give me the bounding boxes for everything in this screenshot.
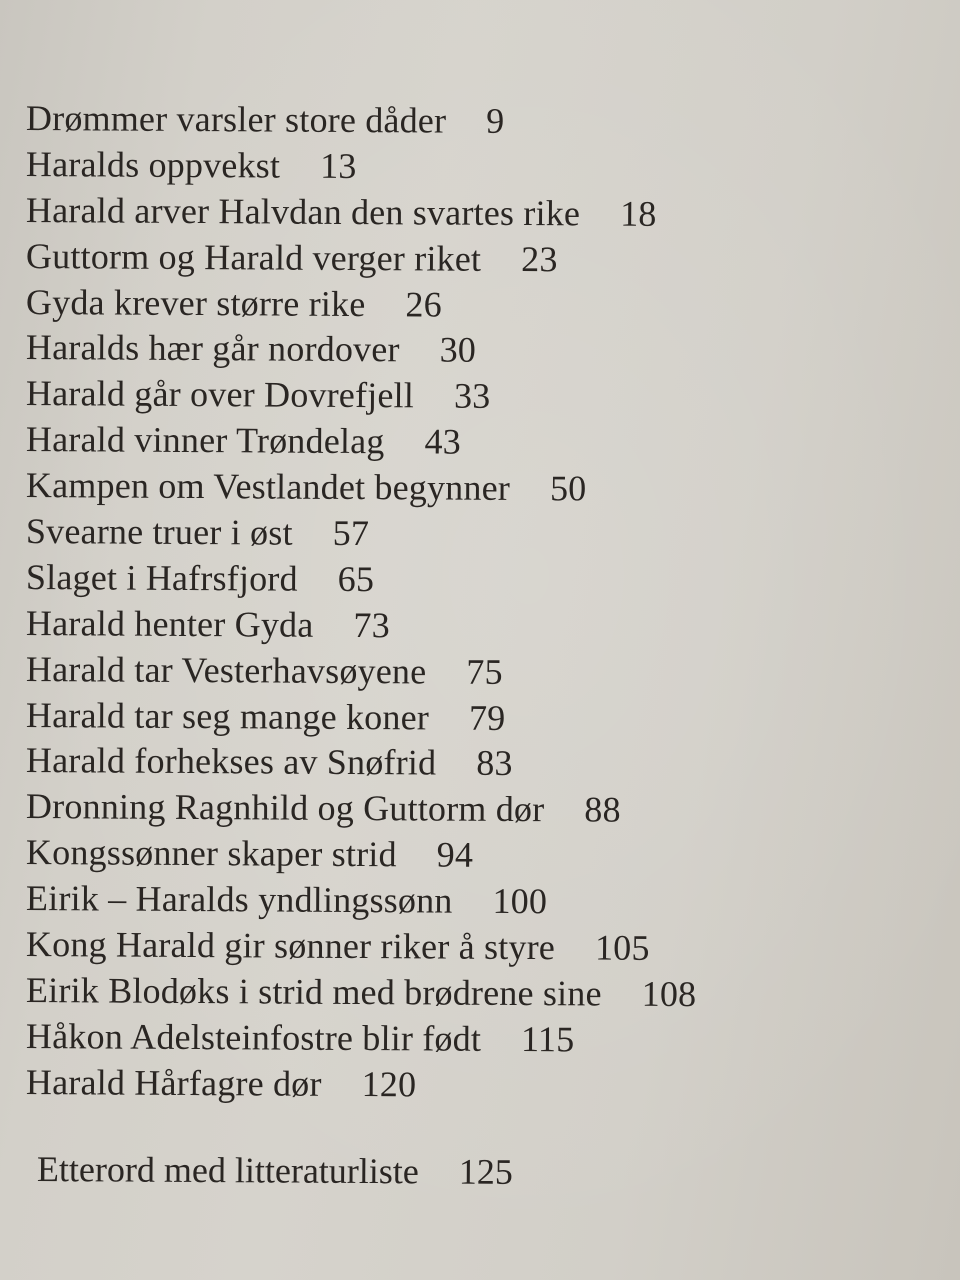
- toc-entry: [26, 784, 926, 835]
- toc-entry: [26, 968, 926, 1019]
- toc-entry: [26, 417, 926, 468]
- toc-entry: [26, 555, 926, 606]
- toc-entry: [26, 1014, 926, 1065]
- toc-entry: [26, 1060, 926, 1111]
- toc-entry-title: Harald henter Gyda: [25, 602, 314, 645]
- toc-entry-title: Kongssønner skaper strid: [25, 832, 397, 875]
- toc-entry-page: 88: [584, 789, 621, 830]
- toc-afterword: [37, 1146, 513, 1195]
- toc-entry-page: 43: [424, 421, 462, 462]
- toc-entry-title: Haralds hær går nordover: [25, 327, 400, 370]
- table-of-contents: [26, 96, 926, 1106]
- toc-entry: [26, 922, 926, 973]
- toc-entry-page: 33: [453, 375, 491, 417]
- toc-entry: [26, 738, 926, 789]
- toc-entry-title: Haralds oppvekst: [25, 143, 281, 186]
- toc-entry-title: Kampen om Vestlandet begynner: [25, 465, 511, 509]
- toc-entry: [26, 142, 926, 193]
- toc-afterword-page: 125: [458, 1151, 513, 1192]
- toc-entry: [26, 830, 926, 881]
- toc-entry-page: 108: [641, 973, 697, 1015]
- toc-entry-page: 79: [468, 697, 506, 738]
- toc-entry-page: 26: [405, 283, 442, 325]
- toc-entry-page: 57: [332, 512, 370, 554]
- toc-entry-title: Harald går over Dovrefjell: [25, 373, 415, 416]
- toc-entry-page: 94: [436, 834, 474, 875]
- toc-entry-title: Drømmer varsler store dåder: [25, 98, 447, 141]
- toc-entry-title: Svearne truer i øst: [25, 511, 293, 553]
- toc-entry-page: 75: [466, 651, 503, 692]
- toc-entry-page: 23: [521, 238, 558, 279]
- toc-entry-title: Harald tar Vesterhavsøyene: [25, 648, 427, 692]
- toc-entry-title: Harald forhekses av Snøfrid: [25, 740, 437, 783]
- toc-entry-title: Dronning Ragnhild og Guttorm dør: [25, 786, 545, 830]
- toc-entry-page: 120: [361, 1063, 417, 1105]
- toc-entry-page: 83: [476, 743, 513, 784]
- toc-entry: [26, 876, 926, 927]
- toc-entry-title: Eirik Blodøks i strid med brødrene sine: [25, 969, 602, 1014]
- toc-entry: [26, 647, 926, 698]
- toc-entry-title: Håkon Adelsteinfostre blir født: [25, 1015, 482, 1059]
- toc-entry-title: Kong Harald gir sønner riker å styre: [25, 924, 556, 968]
- toc-entry-page: 115: [520, 1018, 575, 1060]
- toc-entry-title: Harald arver Halvdan den svartes rike: [25, 189, 581, 234]
- toc-entry-title: Slaget i Hafrsfjord: [25, 556, 298, 599]
- toc-entry: [26, 463, 926, 514]
- toc-entry: [26, 693, 926, 744]
- toc-entry-page: 30: [439, 329, 477, 371]
- toc-entry-page: 18: [620, 193, 657, 234]
- toc-entry-title: Harald tar seg mange koner: [25, 694, 430, 738]
- toc-entry-title: Guttorm og Harald verger riket: [25, 235, 482, 279]
- toc-entry-page: 73: [353, 604, 391, 646]
- toc-entry: [26, 234, 926, 285]
- toc-entry: [26, 509, 926, 560]
- toc-afterword-title: Etterord med litteraturliste: [36, 1149, 419, 1192]
- toc-entry: [26, 280, 926, 331]
- toc-entry: [26, 325, 926, 376]
- toc-entry-page: 50: [549, 468, 587, 509]
- toc-entry-page: 100: [492, 880, 548, 922]
- toc-entry: [26, 96, 926, 147]
- toc-entry-page: 9: [486, 100, 505, 141]
- toc-entry-title: Gyda krever større rike: [25, 281, 366, 324]
- toc-entry-title: Harald vinner Trøndelag: [25, 419, 385, 462]
- toc-entry-page: 13: [320, 145, 357, 186]
- toc-entry-page: 65: [337, 558, 375, 600]
- toc-entry: [26, 601, 926, 652]
- toc-entry-title: Eirik – Haralds yndlingssønn: [25, 878, 453, 921]
- toc-entry-page: 105: [594, 927, 650, 968]
- toc-entry-title: Harald Hårfagre dør: [25, 1061, 322, 1104]
- toc-entry: [26, 188, 926, 239]
- toc-entry: [26, 371, 926, 422]
